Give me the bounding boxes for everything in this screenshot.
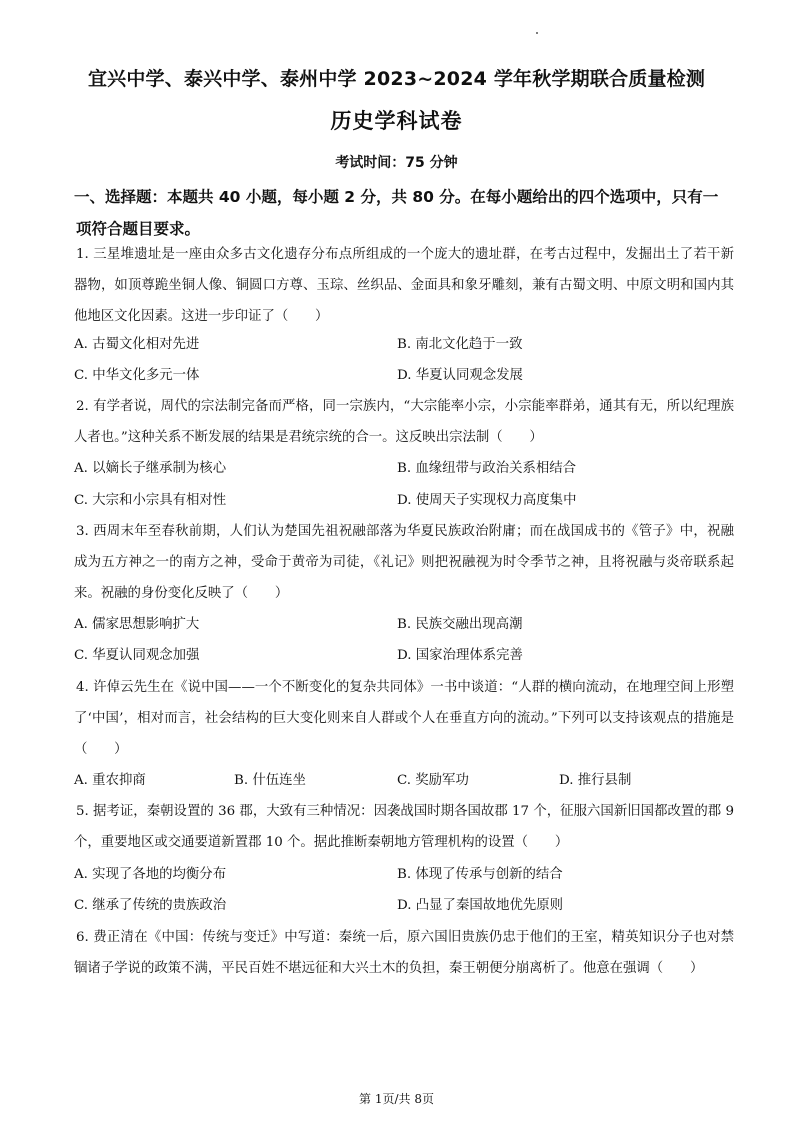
question-1-stem: 1. 三星堆遗址是一座由众多古文化遗存分布点所组成的一个庞大的遗址群，在考古过程中，发掘出土了若干新器物，如顶尊跪坐铜人像、铜圆口方尊、玉琮、丝织品、金面具和象牙雕刻，兼有古蜀文明、中原文明和国内其他地区文化因素。这进一步印证了（ ）	[74, 247, 734, 325]
question-4-option-a[interactable]: A. 重农抑商	[74, 773, 146, 788]
question-3-option-b[interactable]: B. 民族交融出现高潮	[397, 617, 523, 632]
question-2-option-d[interactable]: D. 使周天子实现权力高度集中	[397, 493, 577, 508]
question-6-stem: 6. 费正清在《中国：传统与变迁》中写道：秦统一后，原六国旧贵族仍忠于他们的王室，精英知识分子也对禁锢诸子学说的政策不满，平民百姓不堪远征和大兴土木的负担，秦王朝便分崩离析了。他意在强调（ ）	[74, 930, 734, 977]
exam-time: 考试时间：75 分钟	[335, 155, 458, 171]
question-2-option-b[interactable]: B. 血缘纽带与政治关系相结合	[397, 461, 577, 476]
page-number: 第 1页/共 8页	[359, 1092, 434, 1106]
question-1-option-c[interactable]: C. 中华文化多元一体	[74, 368, 200, 383]
question-1-option-d[interactable]: D. 华夏认同观念发展	[397, 368, 523, 383]
question-2-option-a[interactable]: A. 以嫡长子继承制为核心	[74, 461, 227, 476]
question-5-option-a[interactable]: A. 实现了各地的均衡分布	[74, 867, 227, 882]
question-4-option-c[interactable]: C. 奖励军功	[397, 773, 469, 788]
question-1-option-a[interactable]: A. 古蜀文化相对先进	[74, 337, 200, 352]
scan-dot	[536, 32, 538, 34]
question-1-option-b[interactable]: B. 南北文化趋于一致	[397, 337, 523, 352]
question-4-stem: 4. 许倬云先生在《说中国——一个不断变化的复杂共同体》一书中谈道：“人群的横向流动，在地理空间上形塑了‘中国’，相对而言，社会结构的巨大变化则来自人群或个人在垂直方向的流动。”下列可以支持该观点的措施是（ ）	[74, 680, 734, 758]
question-5-option-d[interactable]: D. 凸显了秦国故地优先原则	[397, 898, 564, 913]
question-3-option-d[interactable]: D. 国家治理体系完善	[397, 648, 523, 663]
question-3-option-a[interactable]: A. 儒家思想影响扩大	[74, 617, 200, 632]
question-4-option-b[interactable]: B. 什伍连坐	[234, 773, 306, 788]
question-3-option-c[interactable]: C. 华夏认同观念加强	[74, 648, 200, 663]
exam-title: 宜兴中学、泰兴中学、泰州中学 2023~2024 学年秋学期联合质量检测	[87, 68, 706, 90]
question-5-stem: 5. 据考证，秦朝设置的 36 郡，大致有三种情况：因袭战国时期各国故郡 17 个，征服六国新旧国都改置的郡 9 个，重要地区或交通要道新置郡 10 个。据此推断秦朝地方管理机构的设置（ ）	[74, 804, 734, 851]
question-2-stem: 2. 有学者说，周代的宗法制完备而严格，同一宗族内，“大宗能率小宗，小宗能率群弟，通其有无，所以纪理族人者也。”这种关系不断发展的结果是君统宗统的合一。这反映出宗法制（ ）	[74, 399, 734, 446]
section-instruction: 一、选择题：本题共 40 小题，每小题 2 分，共 80 分。在每小题给出的四个选项中，只有一项符合题目要求。	[74, 188, 719, 238]
question-4-option-d[interactable]: D. 推行县制	[559, 773, 632, 788]
question-3-stem: 3. 西周末年至春秋前期，人们认为楚国先祖祝融部落为华夏民族政治附庸；而在战国成书的《管子》中，祝融成为五方神之一的南方之神，受命于黄帝为司徒，《礼记》则把祝融视为时令季节之神，且将祝融与炎帝联系起来。祝融的身份变化反映了（ ）	[74, 524, 734, 602]
exam-subtitle: 历史学科试卷	[330, 109, 463, 133]
question-2-option-c[interactable]: C. 大宗和小宗具有相对性	[74, 493, 227, 508]
question-5-option-b[interactable]: B. 体现了传承与创新的结合	[397, 867, 563, 882]
question-5-option-c[interactable]: C. 继承了传统的贵族政治	[74, 898, 227, 913]
